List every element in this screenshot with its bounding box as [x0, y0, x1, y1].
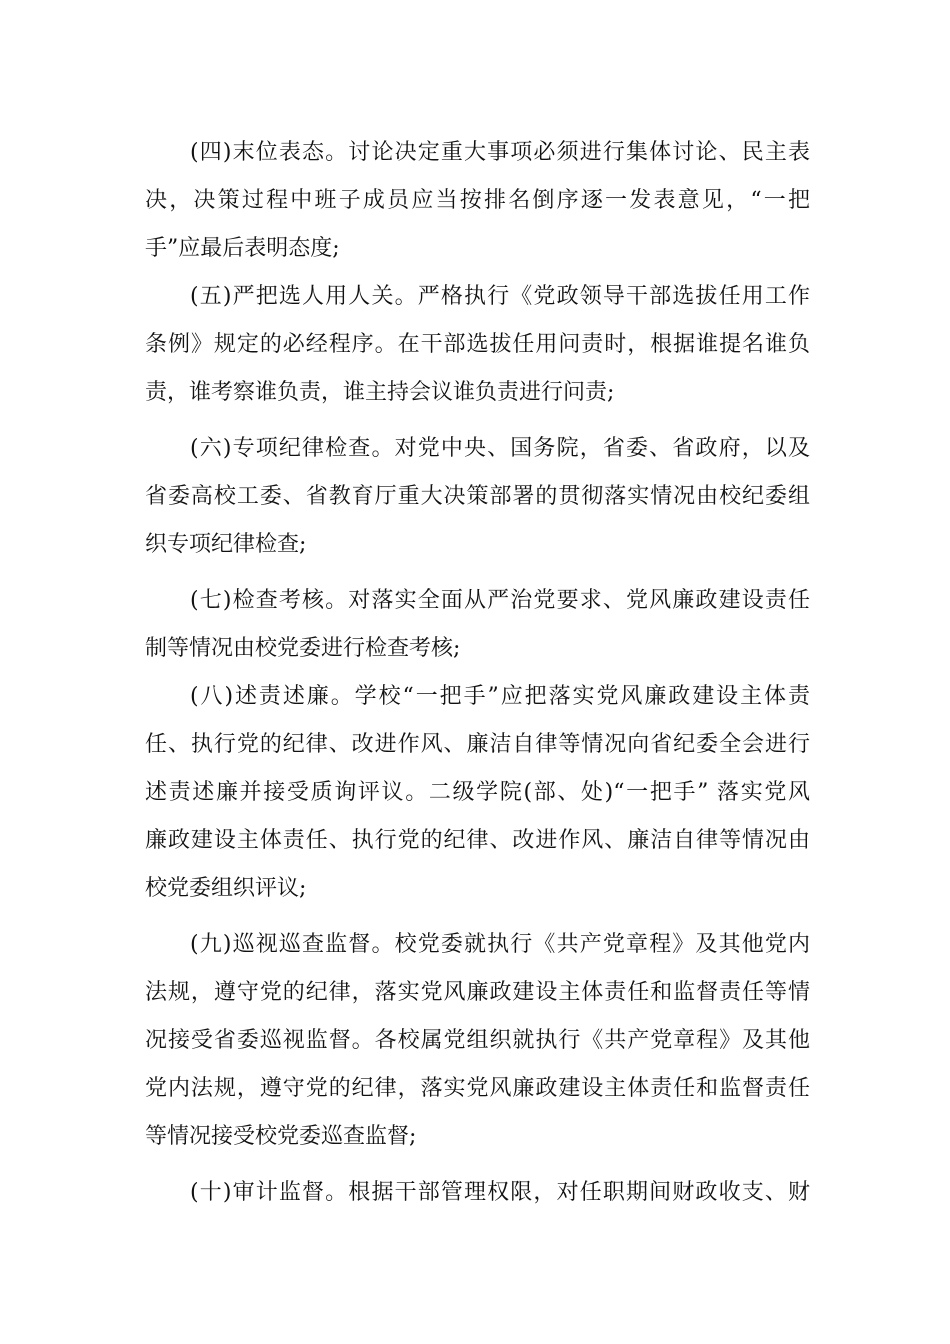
- text-line: (八)述责述廉。学校“一把手”应把落实党风廉政建设主体责: [190, 684, 810, 709]
- text-line: 制等情况由校党委进行检查考核;: [145, 636, 461, 661]
- text-line: 决，决策过程中班子成员应当按排名倒序逐一发表意见，“一把: [145, 188, 810, 213]
- text-line: (九)巡视巡查监督。校党委就执行《共产党章程》及其他党内: [190, 932, 810, 957]
- text-line: 织专项纪律检查;: [145, 532, 307, 557]
- text-line: (七)检查考核。对落实全面从严治党要求、党风廉政建设责任: [190, 588, 810, 613]
- text-line: (四)末位表态。讨论决定重大事项必须进行集体讨论、民主表: [190, 140, 810, 165]
- text-line: 任、执行党的纪律、改进作风、廉洁自律等情况向省纪委全会进行: [145, 732, 810, 757]
- text-line: 校党委组织评议;: [145, 876, 307, 901]
- text-line: (五)严把选人用人关。严格执行《党政领导干部选拔任用工作: [190, 284, 810, 309]
- text-line: 等情况接受校党委巡查监督;: [145, 1124, 417, 1149]
- text-line: 责，谁考察谁负责，谁主持会议谁负责进行问责;: [145, 380, 615, 405]
- text-line: 省委高校工委、省教育厅重大决策部署的贯彻落实情况由校纪委组: [145, 484, 810, 509]
- text-line: 手”应最后表明态度;: [145, 236, 340, 261]
- text-line: 党内法规，遵守党的纪律，落实党风廉政建设主体责任和监督责任: [145, 1076, 810, 1101]
- text-line: (十)审计监督。根据干部管理权限，对任职期间财政收支、财: [190, 1180, 810, 1205]
- text-line: 况接受省委巡视监督。各校属党组织就执行《共产党章程》及其他: [145, 1028, 810, 1053]
- text-line: (六)专项纪律检查。对党中央、国务院，省委、省政府，以及: [190, 436, 810, 461]
- text-line: 廉政建设主体责任、执行党的纪律、改进作风、廉洁自律等情况由: [145, 828, 810, 853]
- text-line: 述责述廉并接受质询评议。二级学院(部、处)“一把手” 落实党风: [145, 780, 810, 805]
- text-line: 条例》规定的必经程序。在干部选拔任用问责时，根据谁提名谁负: [145, 332, 810, 357]
- text-line: 法规，遵守党的纪律，落实党风廉政建设主体责任和监督责任等情: [145, 980, 810, 1005]
